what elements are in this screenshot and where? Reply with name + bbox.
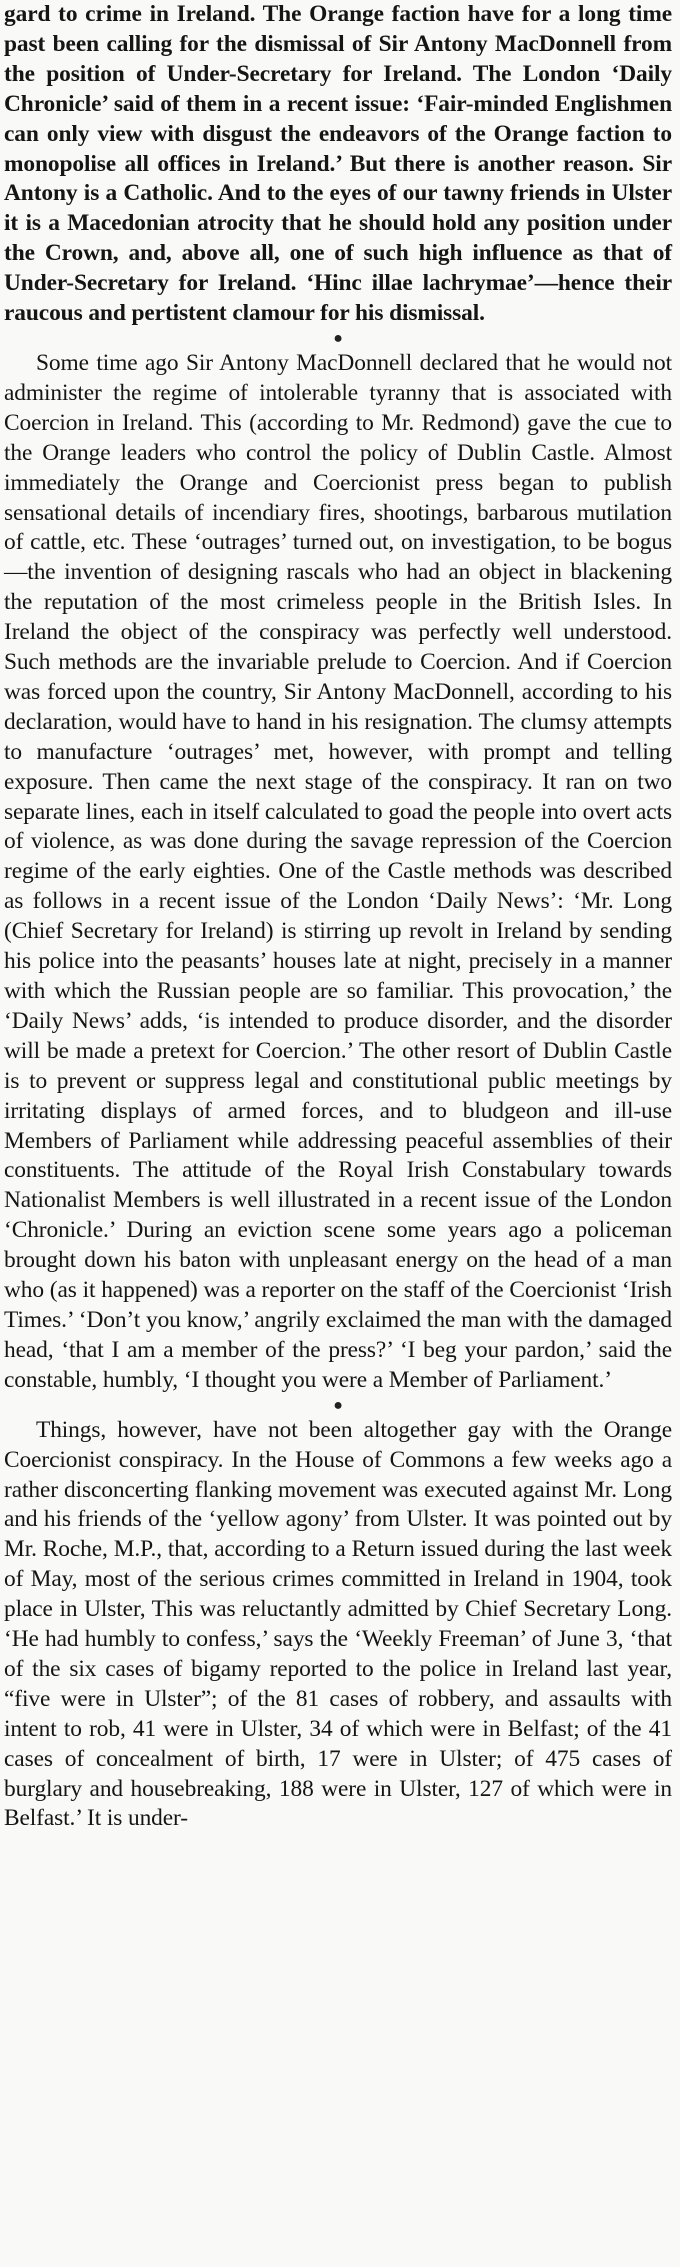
section-separator-dot: ● [333,329,343,347]
article-column [4,0,672,1834]
article-paragraph-2: Some time ago Sir Antony MacDonnell declared that he would not administer the regime of intolerable tyranny that is associated with Coercion in Ireland. This (according to Mr. Redmond) gave the cue to the Orange leaders who control the policy of Dublin Castle. Almost immediately the Orange and Coercionist press began to publish sensational details of incendiary fires, shootings, barbarous mutilation of cattle, etc. These ‘outrages’ turned out, on investigation, to be bogus—the invention of designing rascals who had an object in blackening the reputation of the most crimeless people in the British Isles. In Ireland the object of the conspiracy was perfectly well understood. Such methods are the invariable prelude to Coercion. And if Coercion was forced upon the country, Sir Antony MacDonnell, according to his declaration, would have to hand in his resignation. The clumsy attempts to manufacture ‘outrages’ met, however, with prompt and telling exposure. Then came the next stage of the conspiracy. It ran on two separate lines, each in itself calculated to goad the people into overt acts of violence, as was done during the savage repression of the Coercion regime of the early eighties. One of the Castle methods was described as follows in a recent issue of the London ‘Daily News’: ‘Mr. Long (Chief Secretary for Ireland) is stirring up revolt in Ireland by sending his police into the peasants’ houses late at night, precisely in a manner with which the Russian people are so familiar. This provocation,’ the ‘Daily News’ adds, ‘is intended to produce disorder, and the disorder will be made a pretext for Coercion.’ The other resort of Dublin Castle is to prevent or suppress legal and constitutional public meetings by irritating displays of armed forces, and to bludgeon and ill-use Members of Parliament while addressing peaceful assemblies of their constituents. The attitude of the Royal Irish Constabulary towards Nationalist Members is well illustrated in a recent issue of the London ‘Chronicle.’ During an eviction scene some years ago a policeman brought down his baton with unpleasant energy on the head of a man who (as it happened) was a reporter on the staff of the Coercionist ‘Irish Times.’ ‘Don’t you know,’ angrily exclaimed the man with the damaged head, ‘that I am a member of the press?’ ‘I beg your pardon,’ said the constable, humbly, ‘I thought you were a Member of Parliament.’ [4,349,672,1393]
article-paragraph-3: Things, however, have not been altogether gay with the Orange Coercionist conspiracy. In the House of Commons a few weeks ago a rather disconcerting flanking movement was executed against Mr. Long and his friends of the ‘yellow agony’ from Ulster. It was pointed out by Mr. Roche, M.P., that, according to a Return issued during the last week of May, most of the serious crimes committed in Ireland in 1904, took place in Ulster, This was reluctantly admitted by Chief Secretary Long. ‘He had humbly to confess,’ says the ‘Weekly Freeman’ of June 3, ‘that of the six cases of bigamy reported to the police in Ireland last year, “five were in Ulster”; of the 81 cases of robbery, and assaults with intent to rob, 41 were in Ulster, 34 of which were in Belfast; of the 41 cases of concealment of birth, 17 were in Ulster; of 475 cases of burglary and housebreaking, 188 were in Ulster, 127 of which were in Belfast.’ It is under- [4,1416,672,1832]
article-paragraph-1: gard to crime in Ireland. The Orange faction have for a long time past been calling for the dismissal of Sir Antony MacDonnell from the position of Under-Secretary for Ireland. The London ‘Daily Chronicle’ said of them in a recent issue: ‘Fair-minded Englishmen can only view with disgust the endeavors of the Orange faction to monopolise all offices in Ireland.’ But there is another reason. Sir Antony is a Catholic. And to the eyes of our tawny friends in Ulster it is a Macedonian atrocity that he should hold any position under the Crown, and, above all, one of such high influence as that of Under-Secretary for Ireland. ‘Hinc illae lachrymae’—hence their raucous and pertistent clamour for his dismissal. [4,1,672,327]
section-separator-dot: ● [333,1396,343,1414]
